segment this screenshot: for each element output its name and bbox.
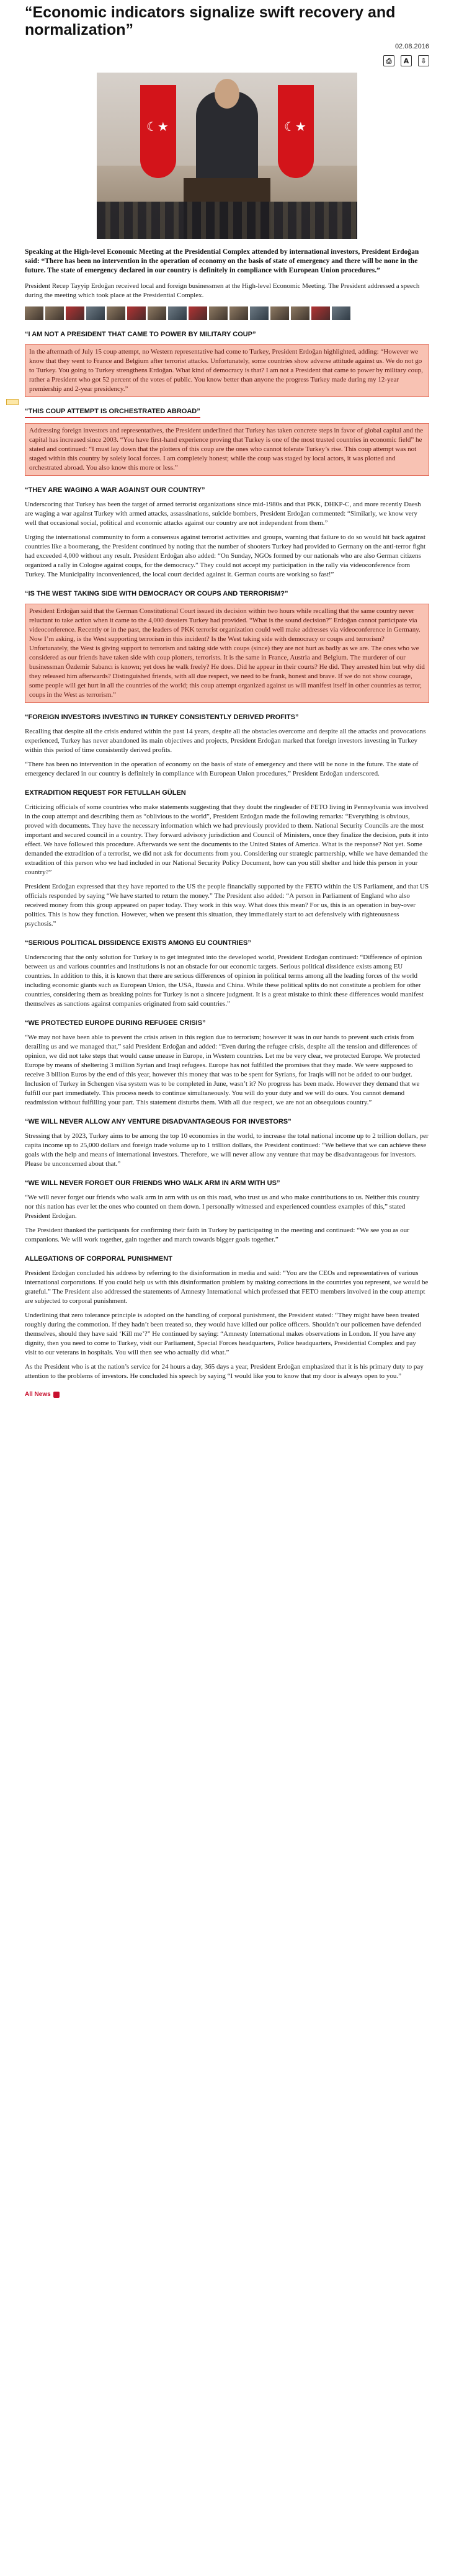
highlighted-paragraph: In the aftermath of July 15 coup attempt, no Western representative had come to Turkey, President Erdoğan highlighted, adding: “However we know that they went to France and Belgium after terrorist attacks. Unfortunately, some countries show adverse attitude against us. We do not go to Turkey. You going to Turkey strengthens Erdoğan. What kind of democracy is that? I am not a President that came to power by military coup, rather a President who got 52 percent of the votes of public. You know better than anyone the progress Turkey made during my 12-year premiership and 2-year presidency.” xyxy=(25,344,429,397)
article-intro: President Recep Tayyip Erdoğan received local and foreign businessmen at the High-level Economic Meeting. The President addressed a speech during the meeting which took place at the Presidential Complex. xyxy=(25,282,420,299)
hero-photo xyxy=(97,73,357,239)
photo-gallery xyxy=(25,306,429,320)
gallery-thumbnail[interactable] xyxy=(270,306,289,320)
article-meta xyxy=(25,38,429,51)
gallery-thumbnail[interactable] xyxy=(45,306,64,320)
section-heading: “IS THE WEST TAKING SIDE WITH DEMOCRACY OR COUPS AND TERRORISM?” xyxy=(25,590,288,597)
body-paragraph: As the President who is at the nation’s service for 24 hours a day, 365 days a year, President Erdoğan emphasized that it is his primary duty to pay attention to the problems of investors. He concluded his speech by saying “I would like you to know that my door is always open to you.” xyxy=(25,1363,424,1380)
body-paragraph: Stressing that by 2023, Turkey aims to be among the top 10 economies in the world, to increase the total national income up to 2 trillion dollars, per capita income up to 25,000 dollars and foreign trade volume up to 1 trillion dollars, the President continued: “We believe that we can achieve these goals with the help and means of international investors. Therefore, we will never allow any venture that may be disadvantageous for investors. Please be unconcerned about that.” xyxy=(25,1132,429,1168)
section-heading: “I AM NOT A PRESIDENT THAT CAME TO POWER BY MILITARY COUP” xyxy=(25,331,256,338)
body-paragraph: “We may not have been able to prevent the crisis arisen in this region due to terrorism; however it was in our hands to prevent such crisis from derailing us and we managed that,” said President Erdoğan and added: “Even during the refugee crisis, despite all the tension and differences of opinion, we did not take steps that would cause unease in Europe, in Western countries. Let me be very clear, we protected Europe. We protected Europe by means of sheltering 3 million Syrian and Iraqi refugees. Europe has not fulfilled the promises that they made. We were supposed to receive 3 billion Euros by the end of this year, however this money that was to be spent for Syrians, for Iraqis will not be added to our budget. Inclusion of Turkey in Schengen visa system was to be completed in June, wasn’t it? No progress has been made. However they demand that we fulfill our part immediately. This process needs to continue simultaneously. You will do your duty and we will do ours. You cannot demand readmission without fulfilling your part. This statement disturbs them. With all due respect, we are not an obsequious country.” xyxy=(25,1034,421,1106)
section-heading: EXTRADITION REQUEST FOR FETULLAH GÜLEN xyxy=(25,789,186,797)
body-paragraph: “There has been no intervention in the operation of economy on the basis of state of emergency and there will be none in the future. The state of emergency declared in our country is definitely in compliance with European Union procedures,” President Erdoğan underscored. xyxy=(25,761,419,777)
gallery-thumbnail[interactable] xyxy=(148,306,166,320)
article-title: “Economic indicators signalize swift recovery and normalization” xyxy=(25,4,396,38)
body-paragraph: The President thanked the participants for confirming their faith in Turkey by participating in the meeting and continued: “We see you as our companions. We will work together, gain together and march towards bigger goals together.” xyxy=(25,1227,409,1243)
section-heading: “THIS COUP ATTEMPT IS ORCHESTRATED ABROAD” xyxy=(25,407,200,418)
audience xyxy=(97,202,357,239)
body-paragraph: Recalling that despite all the crisis endured within the past 14 years, despite all the obstacles overcome and despite all the attacks and provocations experienced, Turkey has never abandoned its main objectives and projects, President Erdoğan marked that foreign investors investing in Turkey within this period of time consistently derived profits. xyxy=(25,728,426,754)
annotation-note-icon[interactable] xyxy=(6,399,19,405)
body-paragraph: President Erdoğan expressed that they have reported to the US the people financially supported by the FETO within the US Parliament, and that US officials responded by saying “We have started to return the money.” The President also added: “A person in Parliament of England who also received money from this group appeared on paper today. They work in this way. What does this mean? For us, this is an operation in buy-over politics. This is how they function. However, when we present this situation, they immediately start to act defensively with righteousness psychosis.” xyxy=(25,883,429,928)
article-lead: Speaking at the High-level Economic Meeting at the Presidential Complex attended by international investors, President Erdoğan said: “There has been no intervention in the operation of economy on the basis of state of emergency and there will be none in the future. The state of emergency declared in our country is definitely in compliance with European Union procedures.” xyxy=(25,248,419,274)
body-paragraph: Criticizing officials of some countries who make statements suggesting that they doubt the ringleader of FETO living in Pennsylvania was involved in the coup attempt and describing them as “oblivious to the world”, President Erdoğan made the following remarks: “Everything is obvious, proved with documents. They have the necessary information which we had previously provided to them. National Security Councils are the most important and secured council in a country. They forward advisory jurisdiction and Council of Ministers, once they finalize the decision, puts it into effect. We have followed this procedure. Afterwards we sent the documents to the United States of America. What is the response? Not yet. Some demanded the extradition of a terrorist, we did not ask for documents from you. Considering our strategic partnership, while we have demanded the extradition of this person who we had included in our National Security Policy Document, how can you still shelter and hide this person in your country?” xyxy=(25,803,429,876)
gallery-thumbnail[interactable] xyxy=(311,306,330,320)
gallery-thumbnail[interactable] xyxy=(25,306,43,320)
font-size-icon[interactable]: A xyxy=(401,55,412,66)
gallery-thumbnail[interactable] xyxy=(189,306,207,320)
article-date: 02.08.2016 xyxy=(394,43,429,50)
section-heading: “WE PROTECTED EUROPE DURING REFUGEE CRISIS” xyxy=(25,1019,206,1027)
print-icon[interactable]: ⎙ xyxy=(383,55,394,66)
highlighted-paragraph: Addressing foreign investors and representatives, the President underlined that Turkey has taken concrete steps in favor of global capital and the capital has increased since 2003. “You have first-hand experience proving that Turkey is one of the most trusted countries in economic field” he stated and continued: “I must lay down that the plotters of this coup are the ones who cannot tolerate Turkey’s rise. This coup attempt was not staged within this country by solely local forces. I am completely honest; while the coup was staged by local actors, it was plotted and orchestrated abroad. You also know this more or less.” xyxy=(25,423,429,476)
gallery-thumbnail[interactable] xyxy=(229,306,248,320)
gallery-thumbnail[interactable] xyxy=(127,306,146,320)
section-heading: ALLEGATIONS OF CORPORAL PUNISHMENT xyxy=(25,1255,172,1263)
section-heading: “FOREIGN INVESTORS INVESTING IN TURKEY CONSISTENTLY DERIVED PROFITS” xyxy=(25,713,299,721)
gallery-thumbnail[interactable] xyxy=(86,306,105,320)
section-heading: “SERIOUS POLITICAL DISSIDENCE EXISTS AMONG EU COUNTRIES” xyxy=(25,939,251,947)
body-paragraph: Underscoring that the only solution for Turkey is to get integrated into the developed world, President Erdoğan continued: “Difference of opinion between us and various countries and institutions is not an obstacle for our economic targets. Serious political dissidence exists among EU countries. In addition to this, it is known that there are serious differences of opinion in political terms among all the leading forces of the world including economic giants such as European Union, the USA, Russia and China. While these political splits do not constitute a problem for other countries, considering them as breaking points for Turkey is not a sincere judgment. It is a great mistake to think these differences would manifest themselves as sanctions against companies originated from said countries.” xyxy=(25,954,424,1008)
gallery-thumbnail[interactable] xyxy=(209,306,228,320)
arrow-icon xyxy=(53,1392,60,1398)
highlighted-paragraph: President Erdoğan said that the German Constitutional Court issued its decision within two hours while recalling that the same country never reluctant to take action when it came to the 4,000 dossiers Turkey had provided. “What is the sound decision?” Erdoğan cannot participate via videoconference. Recently or in the past, the leaders of PKK terrorist organization could well make addresses via videoconference in Germany. Now I’m asking, is the West supporting terrorism in this incident? Is the West taking side with democracy or coups and terrorism? Unfortunately, the West is giving support to terrorism and taking side with coups (since) they are not hurt as badly as we are. The ones who we considered as our friends have taken side with coup plotters, terrorists. It is the same in France, Austria and Belgium. The murderer of our businessman Özdemir Sabancı is known; yet does he walk freely? He does. Did he appear in their courts? He did. They arrested him but why did they released him afterwards? Distinguished friends, with all due respect, we need to be frank, honest and brave. If we do not show courage, some people will get hurt in all the countries of the world; this coup attempt organized against us will manifest itself in other countries as terror, coups in the West as terrorism.” xyxy=(25,604,429,703)
body-paragraph: Underlining that zero tolerance principle is adopted on the handling of corporal punishment, the President stated: “They might have been treated roughly during the commotion. If they hadn’t been treated so, they would have killed our police officers. Shouldn’t our policemen have defended themselves, should they have said ‘Kill me’?” He continued by saying: “Amnesty International makes observations in London. If you have any dignity, then you need to come to Turkey, visit our Parliament, Special Forces headquarters, Police headquarters, Presidential Complex and pay visit to our veterans in hospitals. You will then see who actually did what.” xyxy=(25,1312,422,1356)
all-news-link[interactable]: All News xyxy=(25,1391,51,1398)
footer xyxy=(25,1390,429,1399)
download-icon[interactable]: ⇩ xyxy=(418,55,429,66)
gallery-thumbnail[interactable] xyxy=(250,306,269,320)
gallery-thumbnail[interactable] xyxy=(291,306,309,320)
gallery-thumbnail[interactable] xyxy=(332,306,350,320)
body-paragraph: Urging the international community to form a consensus against terrorist activities and groups, warning that failure to do so would hit back against countries like a boomerang, the President continued by noting that the number of shooters Turkey had provided to Germany on the anti-terror fight had exceeded 4,000 without any result. President Erdoğan also added: “On Sunday, NGOs formed by our nationals who are also German citizens organized a rally in Cologne against coups, for the democracy.” They could not accept my participation in the rally via videoconference from Turkey. The Municipality inconvenienced, the local court decided against it. German courts are working so fast!” xyxy=(25,534,426,578)
turkish-flag-right xyxy=(278,85,314,178)
gallery-thumbnail[interactable] xyxy=(168,306,187,320)
article-tools xyxy=(25,55,429,66)
section-heading-row xyxy=(25,397,429,418)
turkish-flag-left xyxy=(140,85,176,178)
gallery-thumbnail[interactable] xyxy=(107,306,125,320)
gallery-thumbnail[interactable] xyxy=(66,306,84,320)
section-heading: “THEY ARE WAGING A WAR AGAINST OUR COUNTRY” xyxy=(25,486,205,494)
section-heading: “WE WILL NEVER FORGET OUR FRIENDS WHO WALK ARM IN ARM WITH US” xyxy=(25,1179,280,1187)
speaker-head xyxy=(215,79,239,109)
body-paragraph: President Erdoğan concluded his address by referring to the disinformation in media and said: “You are the CEOs and representatives of various international corporations. If you could help us with this disinformation problem by making corrections in the countries you represent, we would be grateful.” The President also addressed the statements of Amnesty International which professed that FETO members involved in the coup attempt are subjected to corporal punishment. xyxy=(25,1269,429,1305)
body-paragraph: “We will never forget our friends who walk arm in arm with us on this road, who trust us and who make contributions to us. Neither this country nor this nation has ever let the ones who counted on them down. I personally witnessed and experienced countless examples of this,” stated President Erdoğan. xyxy=(25,1194,420,1220)
section-heading: “WE WILL NEVER ALLOW ANY VENTURE DISADVANTAGEOUS FOR INVESTORS” xyxy=(25,1118,292,1125)
body-paragraph: Underscoring that Turkey has been the target of armed terrorist organizations since mid-1980s and that PKK, DHKP-C, and more recently Daesh are waging a war against Turkey with armed attacks, assassinations, suicide bombers, President Erdoğan commented: “Similarly, we know very well that occasional social, political and economic attacks against our country are not independent from them.” xyxy=(25,501,421,527)
